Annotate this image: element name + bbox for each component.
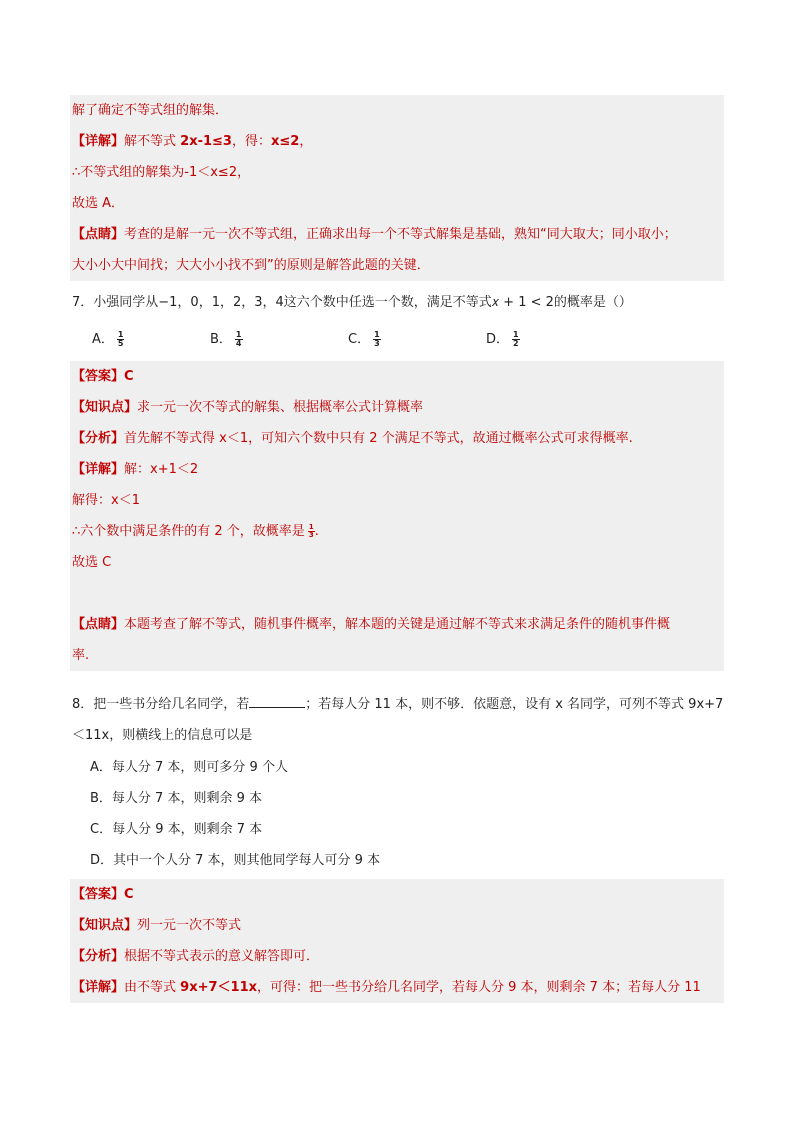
q6-detail: 【详解】解不等式 2x-1≤3，得：x≤2，: [70, 126, 724, 157]
detail-tag: 【详解】: [72, 134, 125, 149]
q7-option-b: B． $\frac{1}{4}$: [210, 330, 242, 348]
q6-dianjing: 【点睛】考查的是解一元一次不等式组，正确求出每一个不等式解集是基础，熟知“同大取大；同小取小；: [70, 219, 724, 250]
q6-line-1: 解了确定不等式组的解集．: [70, 95, 724, 126]
fraction: $\frac{1}{4}$: [235, 330, 242, 348]
blank-line: [70, 578, 724, 609]
q8-option-d: D．其中一个人分 7 本，则其他同学每人可分 9 本: [90, 853, 381, 868]
q7-conclusion: ∴六个数中满足条件的有 2 个，故概率是 $\frac{1}{3}$ .: [70, 516, 724, 547]
q7-option-d: D． $\frac{1}{2}$: [486, 330, 519, 348]
fraction: $\frac{1}{3}$: [374, 330, 380, 348]
q7-dianjing: 【点睛】本题考查了解不等式，随机事件概率，解本题的关键是通过解不等式来求满足条件的随机事件概: [70, 609, 724, 640]
q8-answer: 【答案】C: [70, 879, 724, 910]
q7-knowledge: 【知识点】求一元一次不等式的解集、根据概率公式计算概率: [70, 392, 724, 423]
fraction: $\frac{1}{3}$: [308, 523, 314, 539]
q6-solution-set: ∴不等式组的解集为-1＜x≤2，: [70, 157, 724, 188]
q8-options: [70, 752, 724, 876]
q6-dianjing-cont: 大小小大中间找；大大小小找不到”的原则是解答此题的关键．: [70, 250, 724, 281]
q8-analysis: 【分析】根据不等式表示的意义解答即可．: [70, 941, 724, 972]
q8-option-a: A．每人分 7 本，则可多分 9 个人: [90, 760, 288, 775]
q7-explanation: [70, 361, 724, 671]
q7-analysis: 【分析】首先解不等式得 x＜1，可知六个数中只有 2 个满足不等式，故通过概率公式可求得概率.: [70, 423, 724, 454]
q7-option-c: C． $\frac{1}{3}$: [348, 330, 380, 348]
q7-option-a: A． $\frac{1}{5}$: [92, 330, 124, 348]
q7-choose: 故选 C: [70, 547, 724, 578]
q6-choose: 故选 A．: [70, 188, 724, 219]
q7-solve: 解得：x＜1: [70, 485, 724, 516]
q7-dianjing-cont: 率.: [70, 640, 724, 671]
q8-knowledge: 【知识点】列一元一次不等式: [70, 910, 724, 941]
q8-detail: 【详解】由不等式 9x+7＜11x，可得：把一些书分给几名同学，若每人分 9 本，则剩余 7 本；若每人分 11: [70, 972, 724, 1003]
q8-option-c: C．每人分 9 本，则剩余 7 本: [90, 822, 263, 837]
q7-options: [92, 326, 692, 354]
fraction: $\frac{1}{5}$: [117, 330, 124, 348]
q8-stem: 8．把一些书分给几名同学，若 ；若每人分 11 本，则不够．依题意，设有 x 名同学，可列不等式 9x+7 ＜11x，则横线上的信息可以是: [70, 689, 724, 751]
q8-explanation: [70, 879, 724, 1003]
q6-explanation: [70, 95, 724, 281]
dianjing-tag: 【点睛】: [72, 227, 125, 242]
q7-detail: 【详解】解：x+1＜2: [70, 454, 724, 485]
q7-answer: 【答案】C: [70, 361, 724, 392]
fraction: $\frac{1}{2}$: [513, 330, 519, 348]
q8-option-b: B．每人分 7 本，则剩余 9 本: [90, 791, 262, 806]
q7-stem: 7．小强同学从−1，0，1，2，3，4这六个数中任选一个数，满足不等式𝑥 + 1 < 2的概率是（）: [72, 295, 632, 310]
answer-blank: [249, 693, 305, 708]
